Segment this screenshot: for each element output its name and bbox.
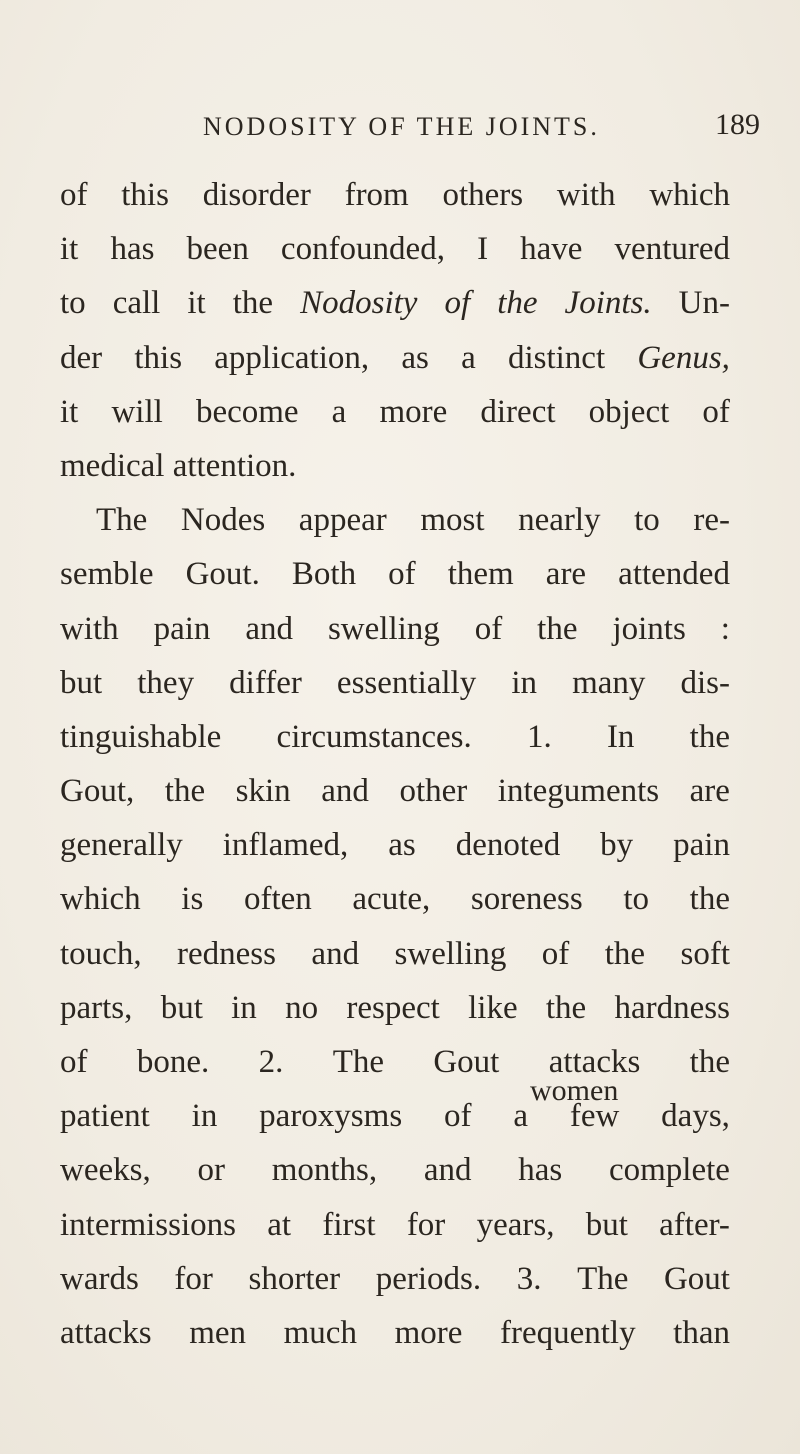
word: shorter — [248, 1260, 341, 1297]
text-line — [60, 710, 730, 764]
word: will — [111, 393, 163, 430]
word: der — [60, 339, 103, 376]
word: Both — [291, 556, 357, 593]
text-line — [60, 222, 730, 276]
word: the — [689, 1044, 730, 1080]
word: and — [423, 1152, 472, 1189]
word: joints — [612, 610, 686, 647]
word: of — [702, 393, 730, 430]
word: the — [604, 935, 646, 972]
word: and — [321, 773, 369, 810]
text-line — [60, 385, 730, 439]
word: complete — [608, 1152, 730, 1189]
word: years, — [476, 1206, 555, 1243]
word: of — [474, 610, 503, 647]
word: of — [444, 285, 471, 322]
word: attended — [618, 556, 730, 593]
word: Gout, — [60, 773, 135, 810]
word: which — [649, 177, 730, 213]
word: but — [585, 1206, 628, 1243]
word: touch, — [60, 935, 142, 972]
word: 2. — [258, 1044, 284, 1080]
word: attacks — [60, 1314, 152, 1351]
word: but — [60, 664, 103, 701]
word: by — [600, 827, 634, 864]
word: In — [606, 718, 635, 755]
text-line — [60, 168, 730, 222]
word: acute, — [352, 881, 431, 918]
word: few — [569, 1098, 620, 1135]
word: the — [689, 718, 730, 755]
word: respect — [346, 989, 440, 1026]
text-line — [60, 439, 730, 493]
word: which — [60, 881, 141, 918]
word: ventured — [614, 231, 730, 268]
word: to — [60, 285, 86, 322]
text-line — [60, 818, 730, 872]
word: Nodosity — [300, 285, 418, 322]
text-line — [60, 1143, 730, 1197]
word: inflamed, — [222, 827, 349, 864]
word: pain — [673, 827, 730, 864]
word: : — [720, 610, 730, 647]
word: more — [379, 393, 448, 430]
word: with — [60, 610, 119, 647]
word: to — [623, 881, 650, 918]
word: and — [311, 935, 360, 972]
word: direct — [480, 393, 556, 430]
word: Genus, — [637, 339, 730, 376]
word: parts, — [60, 989, 133, 1026]
word: integuments — [497, 773, 660, 810]
word: 3. — [516, 1260, 542, 1297]
word: is — [181, 881, 204, 918]
word: tinguishable — [60, 718, 222, 755]
word: the — [164, 773, 206, 810]
word: confounded, — [280, 231, 445, 268]
word: nearly — [518, 502, 601, 539]
text-line — [60, 981, 730, 1035]
body-text — [60, 168, 730, 1360]
word: with — [556, 177, 616, 213]
word: in — [511, 664, 537, 701]
word: the — [497, 285, 538, 322]
word: Gout — [433, 1044, 500, 1080]
text-line — [60, 1306, 730, 1360]
word: I — [477, 231, 489, 268]
page-header — [60, 108, 760, 148]
word: attacks — [548, 1044, 641, 1080]
word: appear — [298, 502, 387, 539]
word: others — [442, 177, 524, 213]
word: skin — [235, 773, 291, 810]
word: call — [112, 285, 161, 322]
word: patient — [60, 1098, 150, 1135]
word: denoted — [455, 827, 561, 864]
word: the — [689, 881, 730, 918]
word: Gout — [663, 1260, 730, 1297]
word: The — [332, 1044, 384, 1080]
word: of — [60, 177, 88, 213]
word: it — [60, 231, 79, 268]
word: Joints. — [564, 285, 652, 322]
word: as — [388, 827, 416, 864]
word: have — [520, 231, 583, 268]
word: semble — [60, 556, 154, 593]
word: medical — [60, 447, 165, 484]
word: or — [197, 1152, 225, 1189]
text-line — [60, 493, 730, 547]
word: than — [673, 1314, 730, 1351]
word: pain — [153, 610, 211, 647]
word: the — [545, 989, 587, 1026]
word: weeks, — [60, 1152, 151, 1189]
word: been — [186, 231, 249, 268]
word: much — [283, 1314, 357, 1351]
word: The — [577, 1260, 629, 1297]
word: circumstances. — [276, 718, 472, 755]
word: from — [344, 177, 409, 213]
word: has — [518, 1152, 563, 1189]
word: The — [96, 502, 148, 539]
word: first — [322, 1206, 376, 1243]
word: other — [399, 773, 468, 810]
word: swelling — [394, 935, 507, 972]
word: in — [231, 989, 257, 1026]
word: at — [267, 1206, 292, 1243]
word: swelling — [327, 610, 440, 647]
text-line — [60, 1252, 730, 1306]
word: Nodes — [180, 502, 266, 539]
running-head: NODOSITY OF THE JOINTS. — [203, 112, 600, 141]
word: of — [60, 1044, 88, 1080]
word: in — [191, 1098, 218, 1135]
word: most — [420, 502, 485, 539]
word: a — [513, 1098, 529, 1135]
word: generally — [60, 827, 183, 864]
text-line — [60, 656, 730, 710]
word: become — [195, 393, 299, 430]
word: men — [189, 1314, 247, 1351]
text-line — [60, 547, 730, 601]
word: to — [634, 502, 660, 539]
word: as — [401, 339, 429, 376]
word: this — [121, 177, 169, 213]
text-line — [60, 276, 730, 330]
text-line — [60, 1089, 730, 1143]
word: Un- — [678, 285, 730, 322]
word: frequently — [499, 1314, 636, 1351]
text-line — [60, 1035, 730, 1089]
word: the — [232, 285, 274, 322]
page-number: 189 — [715, 108, 760, 141]
word: are — [545, 556, 587, 593]
word: it — [187, 285, 206, 322]
word: of — [541, 935, 570, 972]
word: essentially — [336, 664, 477, 701]
word: this — [134, 339, 183, 376]
word: distinct — [507, 339, 606, 376]
word: no — [285, 989, 319, 1026]
word: more — [394, 1314, 463, 1351]
word: it — [60, 393, 79, 430]
word: paroxysms — [259, 1098, 403, 1135]
word: are — [689, 773, 730, 810]
text-line — [60, 764, 730, 818]
word: but — [160, 989, 203, 1026]
word: a — [331, 393, 347, 430]
word: they — [137, 664, 195, 701]
word: and — [245, 610, 294, 647]
word: for — [406, 1206, 446, 1243]
word: of — [444, 1098, 472, 1135]
text-line — [60, 602, 730, 656]
text-line — [60, 872, 730, 926]
word: 1. — [526, 718, 552, 755]
word: them — [447, 556, 514, 593]
word: has — [110, 231, 155, 268]
word: days, — [661, 1098, 730, 1135]
text-line — [60, 1198, 730, 1252]
word: attention. — [172, 447, 297, 484]
word: redness — [177, 935, 276, 972]
word: many — [572, 664, 646, 701]
word: wards — [60, 1260, 139, 1297]
word: soreness — [470, 881, 583, 918]
word: dis- — [680, 664, 730, 701]
word: re- — [693, 502, 730, 539]
word: application, — [214, 339, 370, 376]
word: soft — [680, 935, 730, 972]
word: like — [468, 989, 518, 1026]
word: the — [537, 610, 578, 647]
word: disorder — [202, 177, 311, 213]
word: months, — [271, 1152, 378, 1189]
word: a — [461, 339, 476, 376]
word: periods. — [375, 1260, 482, 1297]
word: intermissions — [60, 1206, 237, 1243]
word: differ — [229, 664, 302, 701]
word: Gout. — [185, 556, 260, 593]
word: for — [174, 1260, 213, 1297]
text-line — [60, 331, 730, 385]
word: hardness — [614, 989, 730, 1026]
word: object — [588, 393, 670, 430]
catchword: women — [530, 1074, 619, 1107]
word: bone. — [136, 1044, 210, 1080]
text-line — [60, 927, 730, 981]
word: of — [388, 556, 416, 593]
word: after- — [659, 1206, 730, 1243]
word: often — [243, 881, 312, 918]
